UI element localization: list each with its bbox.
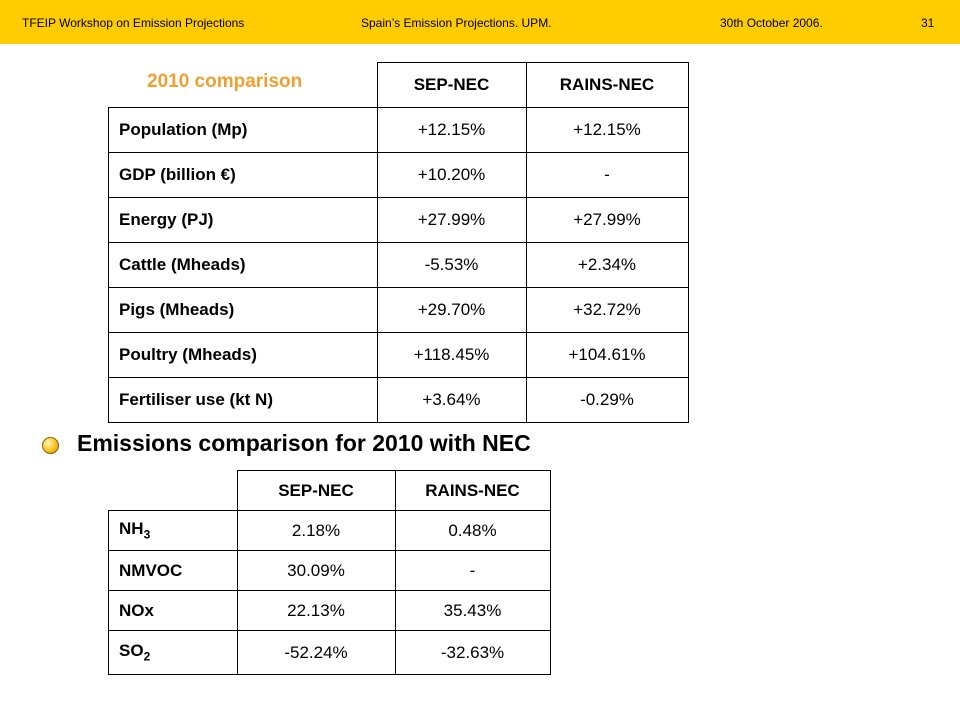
table2-header-blank — [109, 471, 238, 511]
header-presentation-title: Spain’s Emission Projections. UPM. — [361, 16, 552, 30]
table-row — [109, 243, 689, 288]
table1-caption: 2010 comparison — [147, 71, 303, 92]
row-label: GDP (billion €) — [109, 153, 378, 198]
rains-nec-value: - — [395, 551, 550, 591]
rains-nec-value: +27.99% — [526, 198, 688, 243]
row-label: Poultry (Mheads) — [109, 333, 378, 378]
table1-header-sep-nec: SEP-NEC — [377, 63, 526, 108]
sep-nec-value: +27.99% — [377, 198, 526, 243]
rains-nec-value: 35.43% — [395, 591, 550, 631]
pollutant-label — [109, 511, 238, 551]
header-bar — [0, 0, 960, 44]
table-row — [109, 108, 689, 153]
pollutant-label — [109, 591, 238, 631]
row-label: Cattle (Mheads) — [109, 243, 378, 288]
rains-nec-value: +12.15% — [526, 108, 688, 153]
rains-nec-value: -32.63% — [395, 631, 550, 675]
rains-nec-value: +2.34% — [526, 243, 688, 288]
pollutant-name: NOx — [119, 600, 154, 620]
pollutant-name: SO — [119, 641, 144, 661]
sep-nec-value: 2.18% — [237, 511, 395, 551]
table1-header-row — [109, 63, 689, 108]
sep-nec-value: +12.15% — [377, 108, 526, 153]
table2-header-row — [109, 471, 551, 511]
pollutant-subscript: 2 — [143, 649, 151, 664]
sep-nec-value: +118.45% — [377, 333, 526, 378]
table-row — [109, 153, 689, 198]
header-workshop-title: TFEIP Workshop on Emission Projections — [22, 16, 245, 30]
table-row — [109, 333, 689, 378]
row-label: Energy (PJ) — [109, 198, 378, 243]
sep-nec-value: -52.24% — [237, 631, 395, 675]
table-row — [109, 551, 551, 591]
pollutant-name: NMVOC — [119, 560, 183, 580]
rains-nec-value: -0.29% — [526, 378, 688, 423]
table-row — [109, 198, 689, 243]
sep-nec-value: +3.64% — [377, 378, 526, 423]
table-row — [109, 591, 551, 631]
sep-nec-value: +10.20% — [377, 153, 526, 198]
sep-nec-value: +29.70% — [377, 288, 526, 333]
sep-nec-value: 30.09% — [237, 551, 395, 591]
rains-nec-value: +32.72% — [526, 288, 688, 333]
section-title: Emissions comparison for 2010 with NEC — [77, 430, 531, 456]
table-row — [109, 288, 689, 333]
table1-header-blank — [109, 63, 378, 108]
pollutant-label — [109, 551, 238, 591]
row-label: Population (Mp) — [109, 108, 378, 153]
table1-header-rains-nec: RAINS-NEC — [526, 63, 688, 108]
rains-nec-value: - — [526, 153, 688, 198]
header-date: 30th October 2006. — [720, 16, 823, 30]
bullet-icon — [42, 437, 59, 454]
emissions-comparison-table — [108, 470, 551, 675]
table2-header-rains-nec: RAINS-NEC — [395, 471, 550, 511]
pollutant-label — [109, 631, 238, 675]
table-row — [109, 511, 551, 551]
rains-nec-value: +104.61% — [526, 333, 688, 378]
row-label: Fertiliser use (kt N) — [109, 378, 378, 423]
sep-nec-value: 22.13% — [237, 591, 395, 631]
page-number: 31 — [921, 16, 935, 30]
row-label: Pigs (Mheads) — [109, 288, 378, 333]
pollutant-subscript: 3 — [143, 527, 151, 542]
sep-nec-value: -5.53% — [377, 243, 526, 288]
table2-header-sep-nec: SEP-NEC — [237, 471, 395, 511]
comparison-2010-table — [108, 62, 689, 423]
rains-nec-value: 0.48% — [395, 511, 550, 551]
pollutant-name: NH — [119, 519, 144, 539]
table-row — [109, 378, 689, 423]
table-row — [109, 631, 551, 675]
